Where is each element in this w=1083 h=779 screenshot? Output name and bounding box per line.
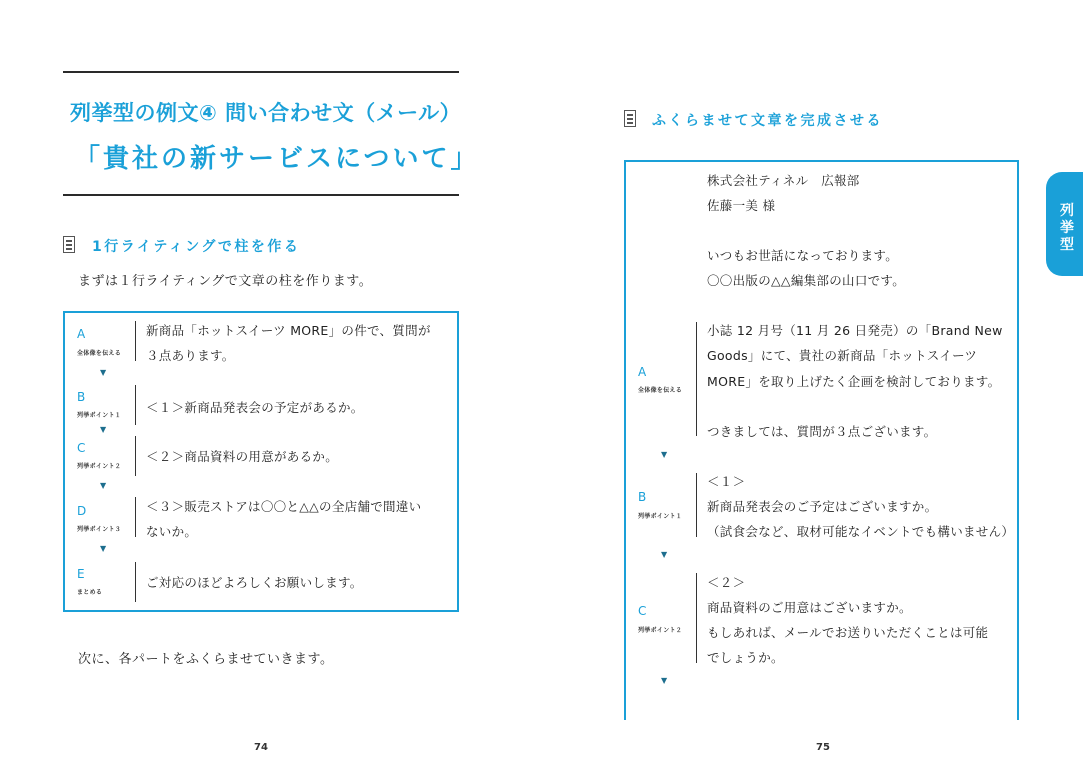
part-b-letter: B [638, 490, 647, 504]
row-a-line1: 新商品「ホットスイーツ MORE」の件で、質問が [146, 323, 431, 338]
row-d-divider [135, 497, 136, 537]
row-b-line1: ＜１＞新商品発表会の予定があるか。 [146, 400, 364, 415]
arrow-c: ▼ [100, 481, 107, 490]
part-b-sub: 列挙ポイント１ [638, 513, 683, 520]
row-c-sub: 列挙ポイント２ [77, 463, 122, 470]
row-d-line1: ＜３＞販売ストアは〇〇と△△の全店舗で間違い [146, 499, 422, 514]
part-a-letter: A [638, 365, 647, 379]
page-number-left: 74 [254, 742, 268, 753]
email-greeting: いつもお世話になっております。 [707, 248, 899, 263]
part-a-line3: MORE」を取り上げたく企画を検討しております。 [707, 374, 1001, 389]
part-a-line5: つきましては、質問が３点ございます。 [707, 424, 937, 439]
part-c-line4: でしょうか。 [707, 650, 784, 665]
arrow-part-b: ▼ [661, 550, 668, 559]
row-e-letter: E [77, 567, 85, 581]
part-a-divider [696, 322, 697, 436]
row-d-letter: D [77, 504, 87, 518]
part-b-divider [696, 473, 697, 537]
chapter-tab-char1: 列 [1060, 203, 1074, 219]
chapter-tab-char3: 型 [1060, 237, 1074, 253]
row-e-divider [135, 562, 136, 602]
row-a-sub: 全体像を伝える [77, 350, 122, 357]
page-title-line1: 列挙型の例文④ 問い合わせ文（メール） [70, 101, 462, 125]
row-c-letter: C [77, 441, 86, 455]
arrow-a: ▼ [100, 368, 107, 377]
part-c-letter: C [638, 604, 647, 618]
part-a-sub: 全体像を伝える [638, 387, 683, 394]
part-c-line2: 商品資料のご用意はございますか。 [707, 600, 912, 615]
row-a-divider [135, 321, 136, 361]
title-bottom-rule [63, 194, 459, 196]
row-a-letter: A [77, 327, 86, 341]
chapter-tab [1046, 172, 1083, 276]
part-b-line3: （試食会など、取材可能なイベントでも構いません） [707, 524, 1015, 539]
email-recipient: 佐藤一美 様 [707, 198, 776, 213]
arrow-b: ▼ [100, 425, 107, 434]
row-b-letter: B [77, 390, 86, 404]
part-b-line1: ＜１＞ [707, 474, 746, 489]
row-d-line2: ないか。 [146, 524, 198, 539]
part-b-line2: 新商品発表会のご予定はございますか。 [707, 499, 938, 514]
row-e-sub: まとめる [77, 589, 103, 596]
part-c-line1: ＜２＞ [707, 575, 746, 590]
page-number-right: 75 [816, 742, 830, 753]
arrow-d: ▼ [100, 544, 107, 553]
part-c-sub: 列挙ポイント２ [638, 627, 683, 634]
next-text: 次に、各パートをふくらませていきます。 [78, 652, 334, 667]
memo-icon [624, 110, 636, 127]
row-b-sub: 列挙ポイント１ [77, 412, 122, 419]
arrow-part-c: ▼ [661, 676, 668, 685]
row-c-divider [135, 436, 136, 476]
row-a-line2: ３点あります。 [146, 348, 235, 363]
part-c-line3: もしあれば、メールでお送りいただくことは可能 [707, 625, 989, 640]
part-a-line2: Goods」にて、貴社の新商品「ホットスイーツ [707, 348, 978, 363]
email-sender: 〇〇出版の△△編集部の山口です。 [707, 273, 906, 288]
part-a-line1: 小誌 12 月号（11 月 26 日発売）の「Brand New [707, 323, 1003, 338]
page-title-line2: 「貴社の新サービスについて」 [74, 144, 480, 174]
chapter-tab-char2: 挙 [1060, 220, 1074, 236]
title-top-rule [63, 71, 459, 73]
intro-text: まずは１行ライティングで文章の柱を作ります。 [78, 274, 373, 289]
part-c-divider [696, 573, 697, 663]
row-b-divider [135, 385, 136, 425]
section-heading-left: 1行ライティングで柱を作る [92, 239, 301, 255]
row-c-line1: ＜２＞商品資料の用意があるか。 [146, 449, 339, 464]
row-e-line1: ご対応のほどよろしくお願いします。 [146, 575, 363, 590]
memo-icon [63, 236, 75, 253]
arrow-part-a: ▼ [661, 450, 668, 459]
section-heading-right: ふくらませて文章を完成させる [652, 113, 883, 129]
row-d-sub: 列挙ポイント３ [77, 526, 122, 533]
email-company: 株式会社ティネル 広報部 [707, 173, 860, 188]
